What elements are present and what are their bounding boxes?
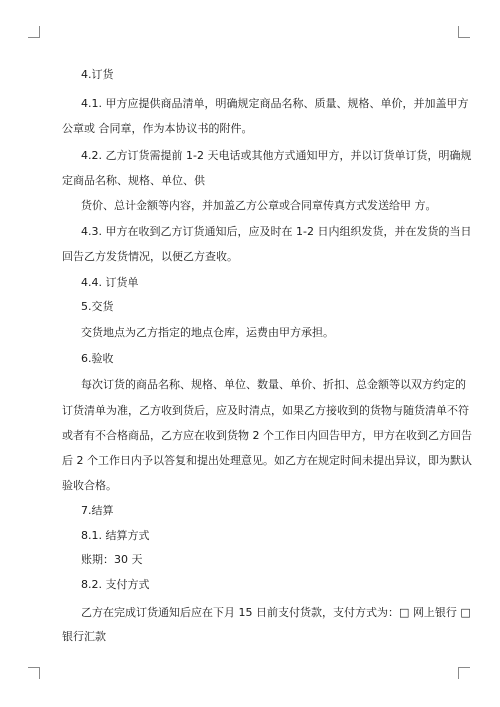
heading-4-ordering: 4.订货 bbox=[81, 68, 114, 81]
crop-mark-bottom-left bbox=[28, 667, 40, 679]
paragraph-line: 回告乙方发货情况，以便乙方查收。 bbox=[62, 250, 238, 263]
paragraph-line: 或者有不合格商品，乙方应在收到货物 2 个工作日内回告甲方，甲方在收到乙方回告 bbox=[62, 429, 472, 442]
subheading-payment-method: 8.2. 支付方式 bbox=[81, 578, 150, 591]
crop-mark-top-right bbox=[458, 26, 470, 38]
paragraph-line: 乙方在完成订货通知后应在下月 15 日前支付货款，支付方式为：□ 网上银行 □ bbox=[81, 606, 471, 619]
crop-mark-top-left bbox=[28, 26, 40, 38]
paragraph-line: 交货地点为乙方指定的地点仓库，运费由甲方承担。 bbox=[81, 326, 334, 339]
paragraph-line: 4.1. 甲方应提供商品清单，明确规定商品名称、质量、规格、单价，并加盖甲方 bbox=[81, 97, 469, 110]
paragraph-line: 订货清单为准，乙方收到货后，应及时清点，如果乙方接收到的货物与随货清单不符 bbox=[62, 404, 469, 417]
paragraph-line: 定商品名称、规格、单位、供 bbox=[62, 174, 205, 187]
paragraph-line: 账期：30 天 bbox=[81, 553, 143, 566]
paragraph-line: 4.2. 乙方订货需提前 1-2 天电话或其他方式通知甲方，并以订货单订货，明确规 bbox=[81, 149, 472, 162]
subheading-order-form: 4.4. 订货单 bbox=[81, 276, 139, 289]
heading-7-settlement: 7.结算 bbox=[81, 504, 114, 517]
paragraph-line: 每次订货的商品名称、规格、单位、数量、单价、折扣、总金额等以双方约定的 bbox=[81, 378, 466, 391]
heading-5-delivery: 5.交货 bbox=[81, 300, 114, 313]
paragraph-line: 4.3. 甲方在收到乙方订货通知后，应及时在 1-2 日内组织发货，并在发货的当日 bbox=[81, 225, 472, 238]
heading-6-acceptance: 6.验收 bbox=[81, 352, 114, 365]
paragraph-line: 公章或 合同章，作为本协议书的附件。 bbox=[62, 122, 253, 135]
paragraph-line: 后 2 个工作日内予以答复和提出处理意见。如乙方在规定时间未提出异议，即为默认 bbox=[62, 454, 472, 467]
subheading-settlement-method: 8.1. 结算方式 bbox=[81, 529, 150, 542]
paragraph-line: 货价、总计金额等内容，并加盖乙方公章或合同章传真方式发送给甲 方。 bbox=[81, 199, 437, 212]
paragraph-line: 验收合格。 bbox=[62, 479, 117, 492]
paragraph-line: 银行汇款 bbox=[62, 630, 106, 643]
crop-mark-bottom-right bbox=[458, 667, 470, 679]
